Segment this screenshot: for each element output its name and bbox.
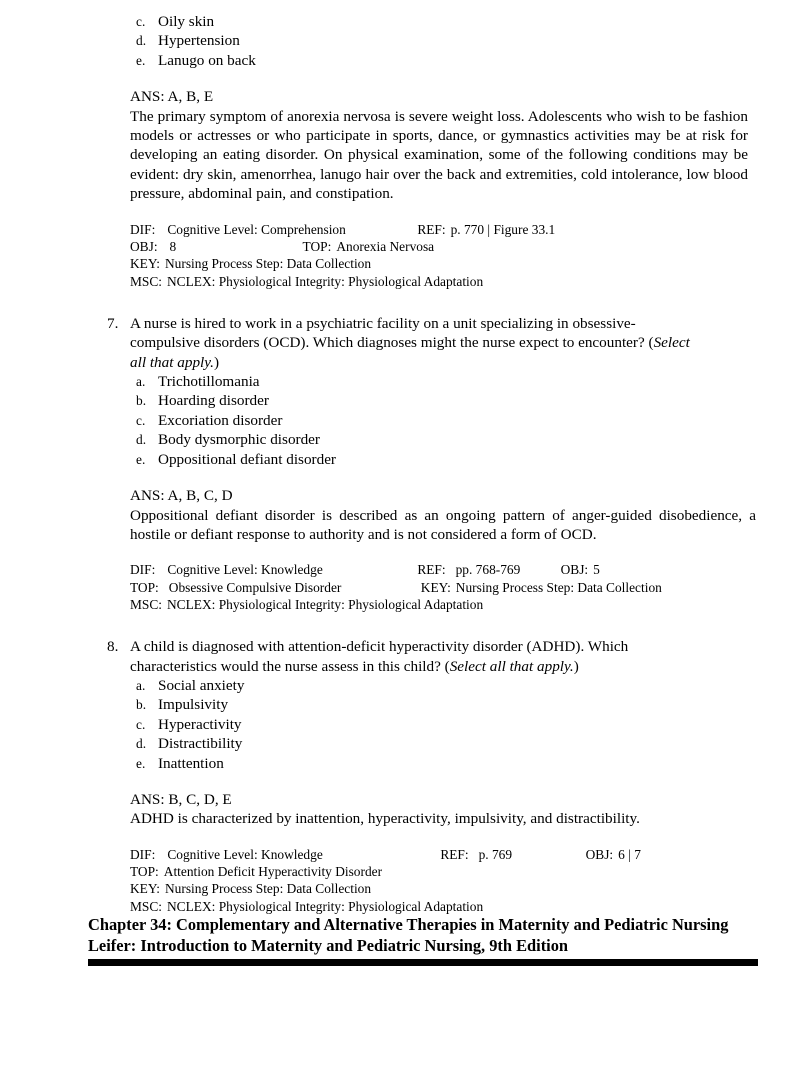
book-title: Leifer: Introduction to Maternity and Pediatric Nursing, 9th Edition: [88, 935, 569, 955]
metadata-row-obj-top: [130, 238, 798, 255]
select-all-instruction: Select all that apply.: [130, 334, 690, 371]
question-text-part1: A child is diagnosed with attention-deficit hyperactivity disorder (ADHD). Which characteristics would the nurse assess in this child? (: [130, 638, 629, 675]
rationale-text: Oppositional defiant disorder is described as an ongoing pattern of anger-guided disobedience, a hostile or defiant response to authority and is not considered a form of OCD.: [130, 506, 756, 543]
dif-label: DIF:: [130, 846, 156, 862]
option-text: Oily skin: [158, 13, 215, 30]
ref-value: p. 770 | Figure 33.1: [450, 221, 556, 237]
metadata-row-key: [130, 880, 798, 897]
spacer: [0, 204, 798, 221]
option-list-7: [0, 372, 798, 469]
obj-value: 6 | 7: [618, 846, 641, 862]
dif-value: Cognitive Level: Knowledge: [167, 846, 323, 862]
option-text: Inattention: [158, 754, 224, 772]
list-item: [136, 430, 798, 449]
spacer: [0, 469, 798, 486]
spacer: [0, 613, 798, 637]
metadata-row-top: [130, 863, 798, 880]
option-text: Hyperactivity: [158, 715, 242, 733]
spacer: [0, 773, 798, 790]
option-letter: d.: [136, 432, 147, 448]
question-stem: [107, 637, 798, 676]
msc-label: MSC:: [130, 273, 163, 289]
page-content: [0, 12, 798, 966]
question-block-8: [0, 637, 798, 915]
question-number: 7.: [107, 314, 119, 332]
msc-label: MSC:: [130, 898, 163, 914]
list-item: [136, 51, 798, 70]
metadata-row-msc: [130, 898, 798, 915]
question-text-part2: ): [213, 353, 220, 371]
list-item: [136, 12, 798, 31]
key-value: Nursing Process Step: Data Collection: [165, 256, 372, 272]
answer-line: ANS: B, C, D, E: [130, 791, 232, 809]
option-letter: c.: [136, 412, 146, 428]
metadata-row-key: [130, 255, 798, 272]
carryover-option-list: [0, 12, 798, 70]
metadata-row-msc: [130, 596, 798, 613]
metadata-row-dif: [130, 561, 798, 578]
ref-value: pp. 768-769: [455, 562, 521, 578]
spacer: [0, 544, 798, 561]
msc-label: MSC:: [130, 596, 163, 612]
section-divider-rule: [88, 959, 758, 966]
metadata-block: [130, 846, 798, 915]
key-value: Nursing Process Step: Data Collection: [165, 881, 372, 897]
list-item: [136, 676, 798, 695]
msc-value: NCLEX: Physiological Integrity: Physiological Adaptation: [167, 596, 484, 612]
option-text: Impulsivity: [158, 696, 229, 714]
option-letter: e.: [136, 52, 146, 68]
top-label: TOP:: [302, 238, 332, 254]
list-item: [136, 450, 798, 469]
option-text: Social anxiety: [158, 677, 245, 695]
metadata-block: [130, 561, 798, 613]
metadata-row-msc: [130, 273, 798, 290]
option-letter: b.: [136, 393, 147, 409]
question-text-part1: A nurse is hired to work in a psychiatric facility on a unit specializing in obsessive-compulsive disorders (OCD). Which diagnoses might the nurse expect to encounter? (: [130, 314, 654, 352]
metadata-block: [130, 221, 798, 290]
top-label: TOP:: [130, 579, 159, 595]
metadata-row-dif: [130, 221, 798, 238]
metadata-row-top-key: [130, 579, 798, 596]
list-item: [136, 372, 798, 391]
obj-label: OBJ:: [560, 562, 589, 578]
option-text: Trichotillomania: [158, 373, 260, 391]
question-stem: [107, 314, 798, 372]
top-value: Obsessive Compulsive Disorder: [168, 579, 342, 595]
question-number: 8.: [107, 638, 119, 656]
list-item: [136, 734, 798, 753]
spacer: [0, 829, 798, 846]
list-item: [136, 695, 798, 714]
question-block-7: [0, 314, 798, 613]
option-letter: c.: [136, 716, 146, 732]
ref-label: REF:: [417, 562, 446, 578]
dif-value: Cognitive Level: Knowledge: [167, 562, 323, 578]
option-letter: d.: [136, 736, 147, 752]
option-letter: e.: [136, 755, 146, 771]
top-value: Anorexia Nervosa: [336, 238, 435, 254]
question-text: [130, 314, 702, 372]
option-list-8: [0, 676, 798, 773]
msc-value: NCLEX: Physiological Integrity: Physiological Adaptation: [167, 273, 484, 289]
obj-value: 5: [593, 562, 600, 578]
obj-value: 8: [169, 238, 177, 254]
option-text: Hoarding disorder: [158, 392, 269, 410]
option-text: Oppositional defiant disorder: [158, 450, 336, 468]
answer-line: ANS: A, B, E: [130, 88, 214, 106]
option-text: Hypertension: [158, 32, 240, 50]
top-label: TOP:: [130, 864, 159, 880]
option-text: Distractibility: [158, 735, 243, 753]
option-text: Lanugo on back: [158, 51, 256, 69]
question-text-part2: ): [573, 657, 579, 675]
option-letter: a.: [136, 374, 146, 390]
ref-value: p. 769: [478, 846, 513, 862]
top-value: Attention Deficit Hyperactivity Disorder: [163, 864, 383, 880]
select-all-instruction: Select all that apply.: [449, 657, 574, 675]
list-item: [136, 715, 798, 734]
key-label: KEY:: [130, 881, 161, 897]
dif-value: Cognitive Level: Comprehension: [167, 221, 346, 237]
option-letter: c.: [136, 14, 146, 29]
spacer: [0, 290, 798, 314]
rationale-text: The primary symptom of anorexia nervosa is severe weight loss. Adolescents who wish to be fashion models or actresses or who participate in sports, dance, or gymnastics activities may be at risk for developing an eating disorder. On physical examination, some of the following conditions may be evident: dry skin, amenorrhea, lanugo hair over the back and extremities, cold intolerance, low blood pressure, abdominal pain, and constipation.: [130, 107, 748, 203]
option-letter: d.: [136, 33, 147, 49]
ref-label: REF:: [417, 221, 446, 237]
option-letter: e.: [136, 451, 146, 467]
option-text: Excoriation disorder: [158, 411, 283, 429]
dif-label: DIF:: [130, 562, 156, 578]
option-letter: a.: [136, 678, 146, 694]
chapter-title: Chapter 34: Complementary and Alternative Therapies in Maternity and Pediatric Nursing: [88, 915, 729, 935]
option-text: Body dysmorphic disorder: [158, 431, 320, 449]
list-item: [136, 31, 798, 50]
key-label: KEY:: [130, 256, 161, 272]
list-item: [136, 411, 798, 430]
question-text: [130, 637, 698, 676]
list-item: [136, 391, 798, 410]
obj-label: OBJ:: [585, 846, 614, 862]
msc-value: NCLEX: Physiological Integrity: Physiological Adaptation: [167, 898, 484, 914]
rationale-text: ADHD is characterized by inattention, hyperactivity, impulsivity, and distractibility.: [130, 810, 640, 828]
ref-label: REF:: [440, 846, 469, 862]
metadata-row-dif: [130, 846, 798, 863]
key-value: Nursing Process Step: Data Collection: [455, 579, 662, 595]
spacer: [0, 70, 798, 87]
option-letter: b.: [136, 697, 147, 713]
answer-line: ANS: A, B, C, D: [130, 487, 233, 505]
key-label: KEY:: [420, 579, 451, 595]
obj-label: OBJ:: [130, 238, 158, 254]
dif-label: DIF:: [130, 221, 156, 237]
list-item: [136, 754, 798, 773]
